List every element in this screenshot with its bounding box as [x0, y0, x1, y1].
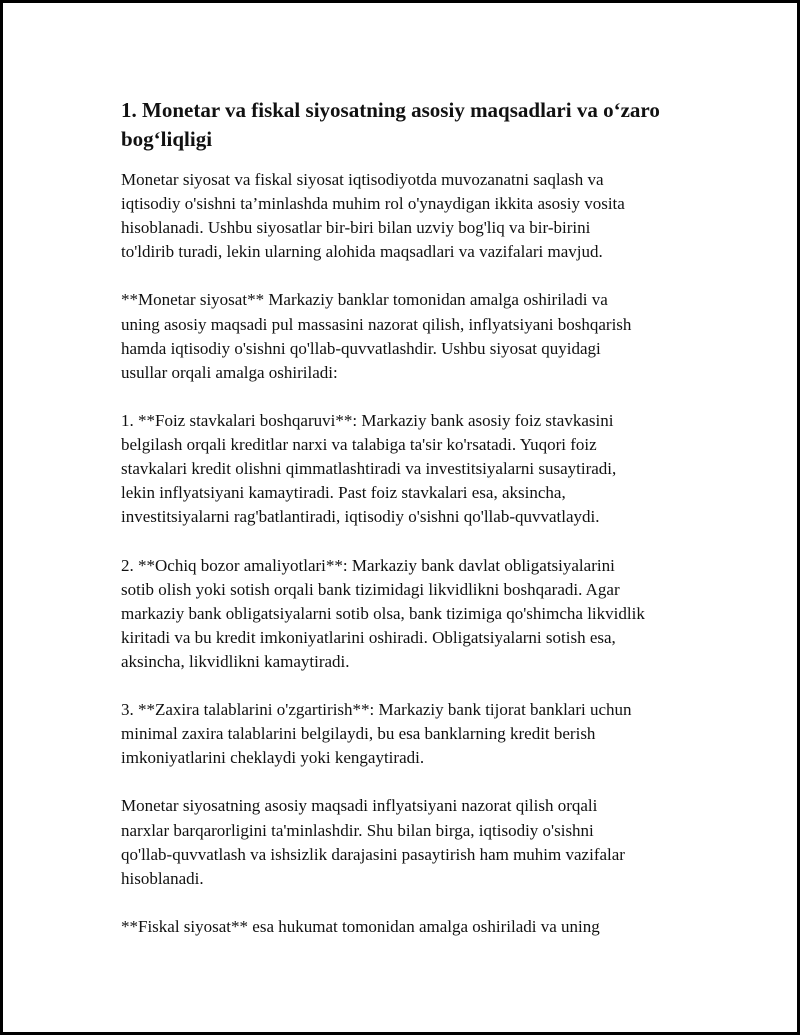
document-body — [121, 96, 701, 939]
paragraph-fiscal-policy: **Fiskal siyosat** esa hukumat tomonidan amalga oshiriladi va uning — [121, 916, 600, 936]
paragraph-monetary-goal: Monetar siyosatning asosiy maqsadi inflyatsiyani nazorat qilish orqali narxlar barqarorligini ta'minlashdir. Shu bilan birga, iqtisodiy o'sishni qo'llab-quvvatlash va ishsizlik darajasini pasaytirish ham muhim vazifalar hisoblanadi. — [121, 796, 625, 888]
paragraph-open-market: 2. **Ochiq bozor amaliyotlari**: Markaziy bank davlat obligatsiyalarini sotib olish yoki sotish orqali bank tizimidagi likvidlikni boshqaradi. Agar markaziy bank obligatsiyalarni sotib olsa, bank tizimiga qo'shimcha likvidlik kiritadi va bu kredit imkoniyatlarini oshiradi. Obligatsiyalarni sotish esa, aksincha, likvidlikni kamaytiradi. — [121, 555, 645, 671]
section-heading: 1. Monetar va fiskal siyosatning asosiy maqsadlari va o‘zaro bog‘liqligi — [121, 98, 660, 151]
paragraph-monetary-policy: **Monetar siyosat** Markaziy banklar tomonidan amalga oshiriladi va uning asosiy maqsadi pul massasini nazorat qilish, inflyatsiyani boshqarish hamda iqtisodiy o'sishni qo'llab-quvvatlashdir. Ushbu siyosat quyidagi usullar orqali amalga oshiriladi: — [121, 290, 632, 382]
paragraph-intro: Monetar siyosat va fiskal siyosat iqtisodiyotda muvozanatni saqlash va iqtisodiy o'sishni ta’minlashda muhim rol o'ynaydigan ikkita asosiy vosita hisoblanadi. Ushbu siyosatlar bir-biri bilan uzviy bog'liq va bir-birini to'ldirib turadi, lekin ularning alohida maqsadlari va vazifalari mavjud. — [121, 170, 625, 262]
paragraph-reserve-requirements: 3. **Zaxira talablarini o'zgartirish**: Markaziy bank tijorat banklari uchun minimal zaxira talablarini belgilaydi, bu esa banklarning kredit berish imkoniyatlarini cheklaydi yoki kengaytiradi. — [121, 700, 632, 768]
paragraph-interest-rates: 1. **Foiz stavkalari boshqaruvi**: Markaziy bank asosiy foiz stavkasini belgilash orqali kreditlar narxi va talabiga ta'sir ko'rsatadi. Yuqori foiz stavkalari kredit olishni qimmatlashtiradi va investitsiyalarni susaytiradi, lekin inflyatsiyani kamaytiradi. Past foiz stavkalari esa, aksincha, investitsiyalarni rag'batlantiradi, iqtisodiy o'sishni qo'llab-quvvatlaydi. — [121, 410, 617, 527]
